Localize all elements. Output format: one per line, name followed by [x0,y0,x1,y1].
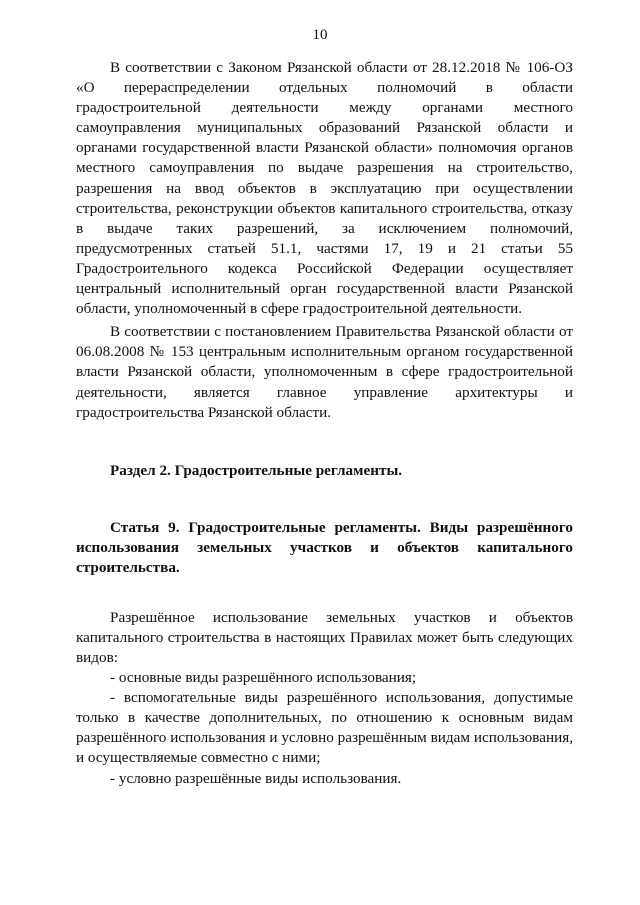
list-item: - основные виды разрешённого использования; [110,669,417,687]
list-item: - условно разрешённые виды использования. [110,769,402,787]
article-heading: Статья 9. Градостроительные регламенты. Виды разрешённого использования земельных участков и объектов капитального строительства. [76,518,573,576]
section-heading: Раздел 2. Градостроительные регламенты. [110,461,403,479]
paragraph-law-reference: В соответствии с Законом Рязанской области от 28.12.2018 № 106-ОЗ «О перераспределении отдельных полномочий в области градостроительной деятельности между органами местного самоуправления муниципальных образований Рязанской области и органами государственной власти Рязанской области» полномочия органов местного самоуправления по выдаче разрешения на строительство, разрешения на ввод объектов в эксплуатацию при осуществлении строительства, реконструкции объектов капитального строительства, отказу в выдаче таких разрешений, за исключением полномочий, предусмотренных статьей 51.1, частями 17, 19 и 21 статьи 55 Градостроительного кодекса Российской Федерации осуществляет центральный исполнительный орган государственной власти Рязанской области, уполномоченный в сфере градостроительной деятельности. [76,59,573,318]
paragraph-government-decree: В соответствии с постановлением Правительства Рязанской области от 06.08.2008 № 153 центральным исполнительным органом государственной власти Рязанской области, уполномоченным в сфере градостроительной деятельности, является главное управление архитектуры и градостроительства Рязанской области. [76,323,573,421]
list-item: - вспомогательные виды разрешённого использования, допустимые только в качестве дополнительных, по отношению к основным видам разрешённого использования и условно разрешённым видам использования, и осуществляемые совместно с ними; [76,689,573,767]
document-body [76,58,573,789]
paragraph-intro: Разрешённое использование земельных участков и объектов капитального строительства в настоящих Правилах может быть следующих видов: [76,608,573,666]
page-number: 10 [312,27,328,43]
